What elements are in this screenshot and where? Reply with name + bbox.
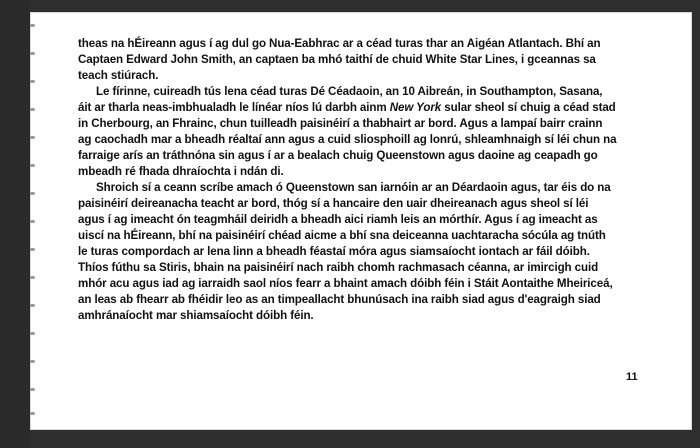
binding-hole xyxy=(30,192,35,195)
paragraph xyxy=(78,36,618,84)
binding-hole xyxy=(30,304,35,307)
page-number: 11 xyxy=(626,371,638,383)
binding-hole xyxy=(30,412,35,415)
text-run: Le fírinne, cuireadh tús lena céad turas Dé Céadaoin, an 10 Aibreán, in Southampton, Sasana, áit ar tharla neas-imbhualadh le línéar níos lú darbh ainm xyxy=(78,85,603,114)
binding-edge xyxy=(0,0,30,448)
binding-hole xyxy=(30,136,35,139)
binding-hole xyxy=(30,360,35,363)
ship-name-italic: New York xyxy=(389,101,442,114)
binding-hole xyxy=(30,332,35,335)
paragraph xyxy=(78,84,618,180)
paragraph xyxy=(78,180,618,324)
binding-hole xyxy=(30,388,35,391)
binding-hole xyxy=(30,248,35,251)
binding-hole xyxy=(30,52,35,55)
binding-hole xyxy=(30,220,35,223)
binding-hole xyxy=(30,164,35,167)
text-run: theas na hÉireann agus í ag dul go Nua-Eabhrac ar a céad turas thar an Aigéan Atlantach. Bhí an Captaen Edward John Smith, an captaen ba mhó taithí de chuid White Star Lines, i gceannas sa teach stiúrach. xyxy=(78,37,601,82)
binding-hole xyxy=(30,108,35,111)
text-run: sular sheol sí chuig a céad stad in Cherbourg, an Fhrainc, chun tuilleadh paisinéirí a thabhairt ar bord. Agus a lampaí bairr crainn ag caochadh mar a bheadh réaltaí ann agus a cuid sliosphoill ag lonrú, shleamhnaigh sí léi chun na farraige arís an tráthnóna sin agus í ar a bealach chuig Queenstown agus daoine ag ceapadh go mbeadh ré fhada dhraíochta i ndán di. xyxy=(78,101,617,178)
binding-hole xyxy=(30,80,35,83)
text-run: Shroich sí a ceann scríbe amach ó Queenstown san iarnóin ar an Déardaoin agus, tar éis do na paisinéirí deireanacha teacht ar bord, thóg sí a hancaire den uair dheireanach agus sheol sí léi agus í ag imeacht ón teagmháil deiridh a bheadh aici riamh leis an mórthír. Agus í ag imeacht as uiscí na hÉireann, bhí na paisinéirí chéad aicme a bhí sna deiceanna uachtaracha sócúla ag tnúth le turas compordach ar lena linn a bheadh féastaí móra agus siamsaíocht iontach ar fáil dóibh. Thíos fúthu sa Stiris, bhain na paisinéirí nach raibh chomh rachmasach céanna, ar imircigh cuid mhór acu agus iad ag iarraidh saol níos fearr a bhaint amach dóibh féin i Stáit Aontaithe Mheiriceá, an leas ab fhearr ab fhéidir leo as an timpeallacht bhunúsach ina raibh siad agus d'eagraigh siad amhránaíocht mar shiamsaíocht dóibh féin. xyxy=(78,181,613,322)
binding-hole xyxy=(30,276,35,279)
binding-hole xyxy=(30,24,35,27)
body-text xyxy=(78,36,618,324)
